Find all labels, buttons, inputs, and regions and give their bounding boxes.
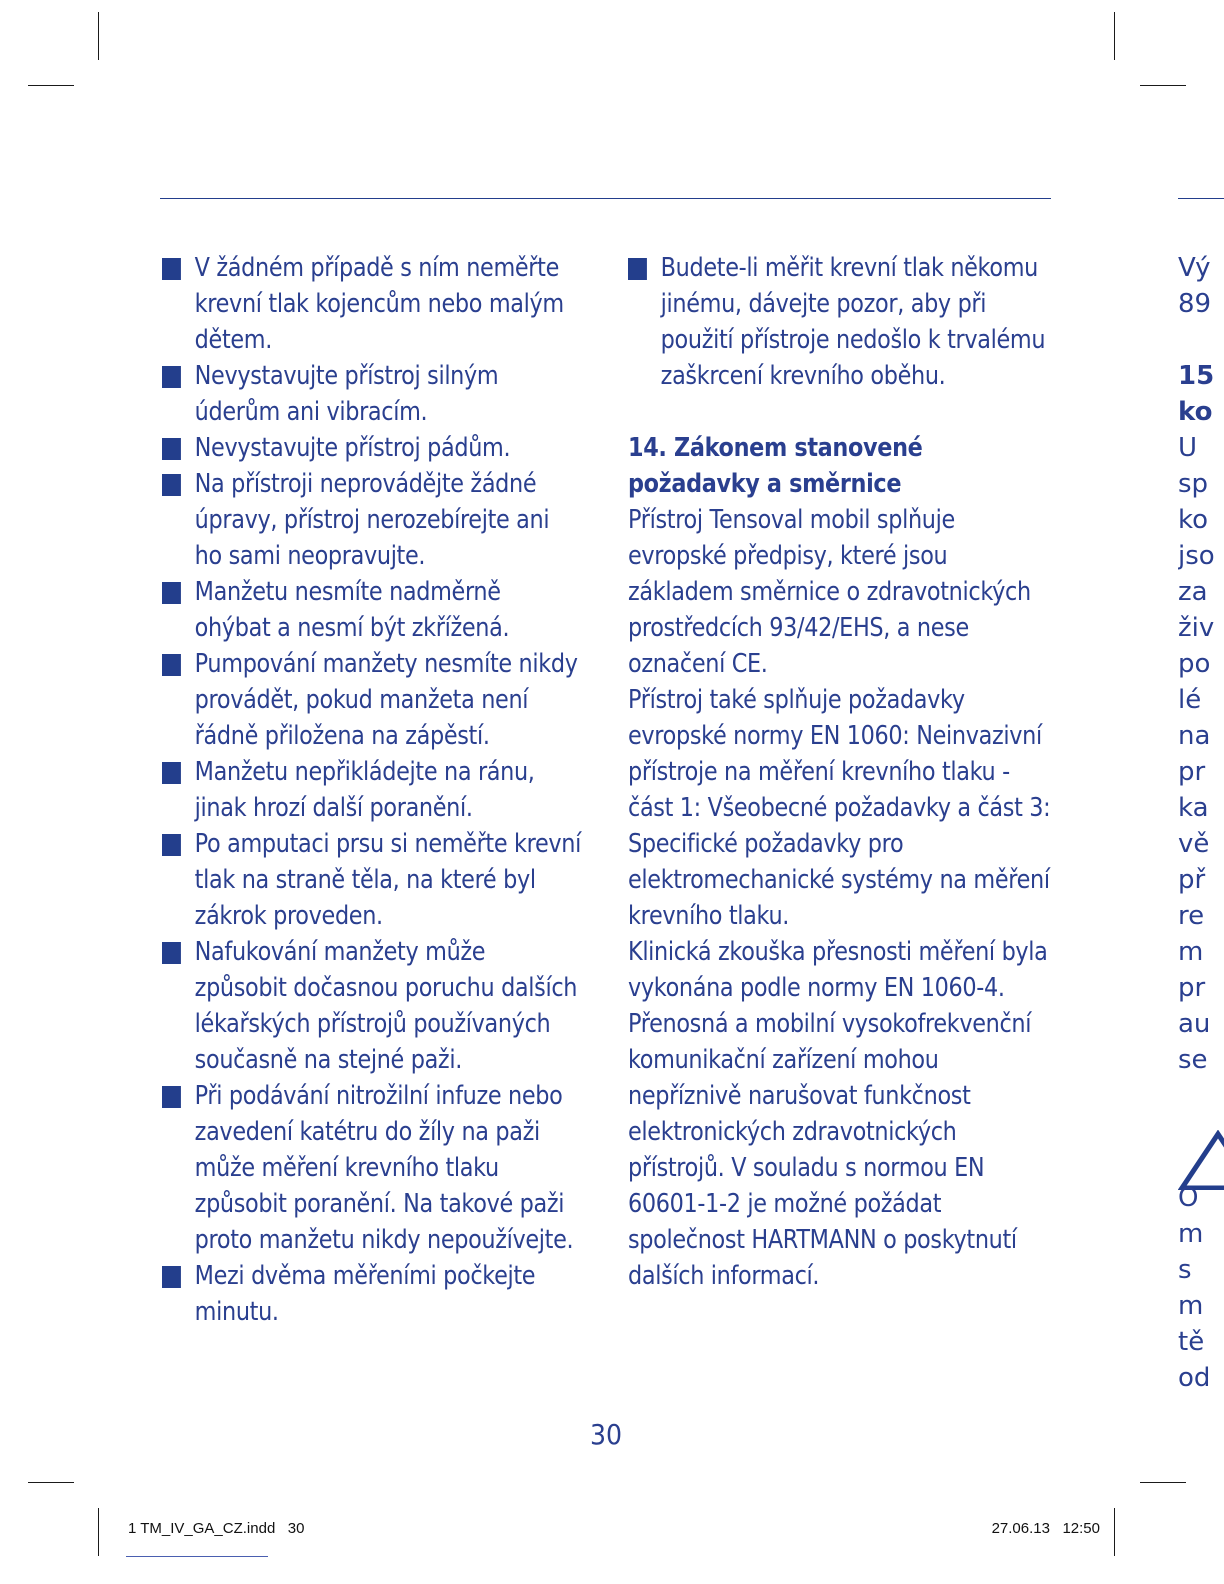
fragment-line: au — [1178, 1009, 1211, 1039]
fragment-line: vě — [1178, 829, 1210, 859]
bullet-item: V žádném případě s ním neměřte krevní tlak kojencům nebo malým dětem. — [162, 250, 582, 358]
fragment-line: Vý — [1178, 253, 1211, 283]
bullet-item: Nevystavujte přístroj pádům. — [162, 430, 582, 466]
crop-mark — [98, 1508, 99, 1556]
fragment-line: ko — [1178, 505, 1209, 535]
body-paragraph: Přístroj Tensoval mobil splňuje evropské předpisy, které jsou základem směrnice o zdravotnických prostředcích 93/42/EHS, a nese označení CE. — [628, 505, 1031, 679]
fragment-line — [1178, 322, 1224, 358]
fragment-line: O — [1178, 1183, 1199, 1213]
fragment-line: ka — [1178, 793, 1209, 823]
fragment-line: re — [1178, 901, 1205, 931]
fragment-line: m — [1178, 1291, 1204, 1321]
section-heading — [628, 430, 1055, 502]
fragment-line: př — [1178, 865, 1206, 895]
crop-mark — [1114, 12, 1115, 60]
fragment-line: jso — [1178, 541, 1215, 571]
bullet-item: Mezi dvěma měřeními počkejte minutu. — [162, 1258, 582, 1330]
bullet-item: Nafukování manžety může způsobit dočasnou poruchu dalších lékařských přístrojů používaných současně na stejné paži. — [162, 934, 582, 1078]
crop-mark — [1114, 1508, 1115, 1556]
fragment-line: s — [1178, 1255, 1192, 1285]
fragment-line: 89 — [1178, 289, 1212, 319]
bullet-item: Po amputaci prsu si neměřte krevní tlak na straně těla, na které byl zákrok proveden. — [162, 826, 582, 934]
bullet-item: Manžetu nesmíte nadměrně ohýbat a nesmí být zkřížená. — [162, 574, 582, 646]
fragment-line: po — [1178, 649, 1211, 679]
fragment-lower-block — [1178, 1180, 1211, 1393]
crop-mark — [28, 85, 74, 86]
slug-filename: 1 TM_IV_GA_CZ.indd 30 — [128, 1520, 305, 1537]
fragment-line: ko — [1178, 397, 1213, 427]
fragment-line: 15 — [1178, 361, 1215, 391]
fragment-line: od — [1178, 1363, 1211, 1393]
fragment-line: pr — [1178, 973, 1206, 1003]
crop-mark — [1140, 85, 1186, 86]
fragment-line: se — [1178, 1045, 1208, 1075]
crop-mark — [1140, 1482, 1186, 1483]
fragment-line: lé — [1178, 685, 1202, 715]
fragment-line: sp — [1178, 469, 1209, 499]
bullet-item: Při podávání nitrožilní infuze nebo zavedení katétru do žíly na paži může měření krevního tlaku způsobit poranění. Na takové paži proto manžetu nikdy nepoužívejte. — [162, 1078, 582, 1258]
next-page-column-fragment — [1178, 250, 1224, 1410]
body-paragraph: Klinická zkouška přesnosti měření byla vykonána podle normy EN 1060-4. — [628, 937, 1048, 1003]
crop-mark — [98, 12, 99, 60]
safety-bullet-list — [162, 250, 582, 1330]
fragment-line: tě — [1178, 1327, 1205, 1357]
fragment-line: m — [1178, 1219, 1204, 1249]
fragment-line: živ — [1178, 613, 1215, 643]
fragment-line: pr — [1178, 757, 1206, 787]
next-page-header-rule — [1178, 198, 1224, 199]
bullet-item: Pumpování manžety nesmíte nikdy provádět, pokud manžeta není řádně přiložena na zápěstí. — [162, 646, 582, 754]
left-column — [162, 250, 582, 1330]
bullet-item: Na přístroji neprovádějte žádné úpravy, přístroj nerozebírejte ani ho sami neopravujte. — [162, 466, 582, 574]
fragment-line: za — [1178, 577, 1208, 607]
body-paragraph: Přenosná a mobilní vysokofrekvenční komunikační zařízení mohou nepříznivě narušovat funkčnost elektronických zdravotnických přístrojů. V souladu s normou EN 60601-1-2 je možné požádat společnost HARTMANN o poskytnutí dalších informací. — [628, 1009, 1032, 1291]
slug-underline — [126, 1556, 268, 1557]
body-paragraph: Přístroj také splňuje požadavky evropské normy EN 1060: Neinvazivní přístroje na měření krevního tlaku - část 1: Všeobecné požadavky a část 3: Specifické požadavky pro elektromechanické systémy na měření krevního tlaku. — [628, 685, 1051, 931]
safety-bullet-list — [628, 250, 1055, 394]
middle-column — [628, 250, 1055, 1294]
section-heading-line: požadavky a směrnice — [628, 469, 902, 499]
slug-timestamp: 27.06.13 12:50 — [991, 1520, 1100, 1537]
fragment-line: m — [1178, 937, 1204, 967]
bullet-item: Manžetu nepřikládejte na ránu, jinak hrozí další poranění. — [162, 754, 582, 826]
bullet-item: Budete-li měřit krevní tlak někomu jinému, dávejte pozor, aby při použití přístroje nedošlo k trvalému zaškrcení krevního oběhu. — [628, 250, 1055, 394]
spacer — [628, 394, 1055, 430]
page-number: 30 — [589, 1418, 623, 1451]
header-rule — [160, 198, 1051, 199]
bullet-item: Nevystavujte přístroj silným úderům ani vibracím. — [162, 358, 582, 430]
section-heading-line: 14. Zákonem stanovené — [628, 433, 923, 463]
crop-mark — [28, 1482, 74, 1483]
fragment-line: na — [1178, 721, 1211, 751]
fragment-line: U — [1178, 433, 1198, 463]
